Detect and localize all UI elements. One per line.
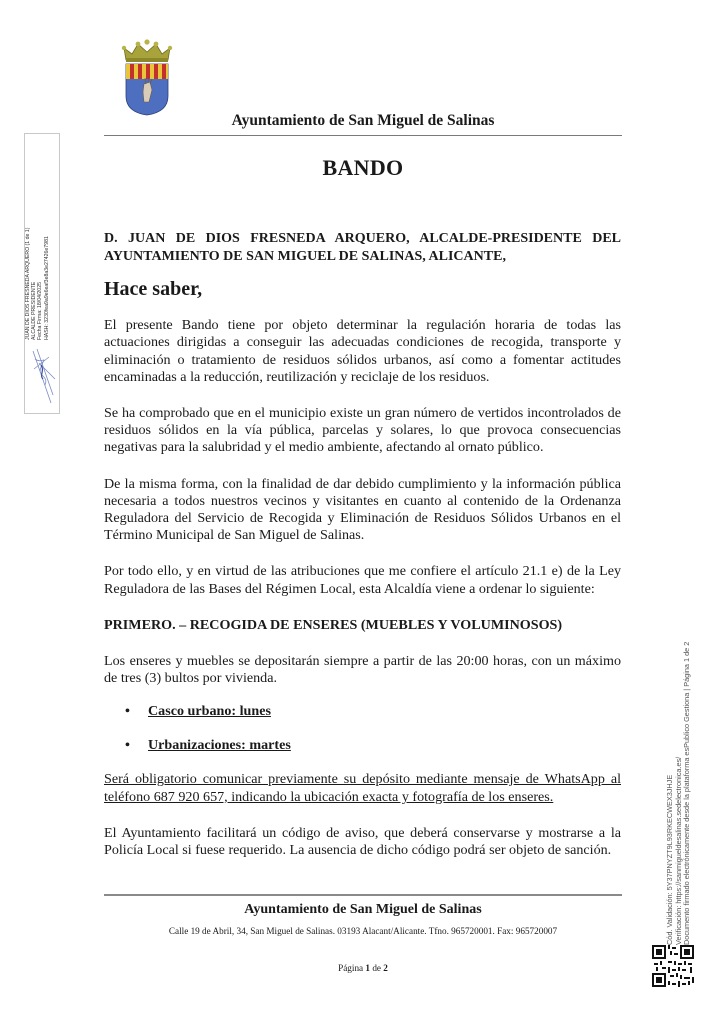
handwritten-signature-icon [29,345,57,407]
schedule-item-urbanizaciones [104,737,621,754]
header-divider [104,135,622,136]
announcement-heading: Hace saber, [104,278,203,300]
signer-role: ALCALDE PRESIDENTE [31,281,38,340]
qr-code-icon[interactable] [652,945,694,987]
section-intro: Los enseres y muebles se depositarán siempre a partir de las 20:00 horas, con un máximo de tres (3) bultos por vivienda. [104,653,621,687]
verification-url[interactable]: Verificación: https://sanmigueldesalinas.sedelectronica.es/ [673,756,683,945]
whatsapp-obligation: Será obligatorio comunicar previamente su depósito mediante mensaje de WhatsApp al teléfono 687 920 657, indicando la ubicación exacta y fotografía de los enseres. [104,771,621,805]
footer-institution: Ayuntamiento de San Miguel de Salinas [244,902,482,917]
bullet-icon: • [125,737,130,754]
signature-hash: HASH: 3230fea9a9e6eaf3e8a3e27426e7981 [43,236,50,340]
page-current: 1 [365,963,371,973]
signature-date: Fecha Firma: 18/04/2025 [37,282,44,340]
bullet-icon: • [125,703,130,720]
header-institution: Ayuntamiento de San Miguel de Salinas [231,112,495,129]
municipal-coat-of-arms-icon [116,38,178,116]
verification-text [666,625,692,945]
footer-divider [104,894,622,896]
paragraph-1: El presente Bando tiene por objeto determinar la regulación horaria de todas las actuaciones dirigidas a conseguir las adecuadas condiciones de recogida, transporte y eliminación o tratamiento de residuos sólidos urbanos, así como a fomentar actitudes encaminadas a la reducción, reutilización y reciclaje de los residuos. [104,317,621,385]
page-total: 2 [383,963,388,973]
paragraph-2: Se ha comprobado que en el municipio existe un gran número de vertidos incontrolados de residuos sólidos en la vía pública, parcelas y solares, lo que provoca consecuencias negativas para la salubridad y el medio ambiente, afectando al ornato público. [104,405,621,456]
schedule-label: Urbanizaciones: martes [148,737,291,754]
signer-name: JUAN DE DIOS FRESNEDA ARQUERO (1 de 1) [25,227,31,340]
validation-code: Cód. Validación: 5Y37PNYZT9L93RKECWEX3JHJE [665,774,674,945]
signature-details [25,210,50,340]
platform-note: Documento firmado electrónicamente desde la plataforma esPublico Gestiona | Página 1 de 2 [682,641,692,945]
paragraph-4: Por todo ello, y en virtud de las atribuciones que me confiere el artículo 21.1 e) de la Ley Reguladora de las Bases del Régimen Local, esta Alcaldía viene a ordenar lo siguiente: [104,563,621,597]
document-body [104,230,621,859]
authority-statement: D. JUAN DE DIOS FRESNEDA ARQUERO, ALCALDE-PRESIDENTE DEL AYUNTAMIENTO DE SAN MIGUEL DE SALINAS, ALICANTE, [104,231,621,264]
page-label: Página [338,963,364,973]
schedule-item-casco-urbano [104,703,621,720]
schedule-label: Casco urbano: lunes [148,703,271,720]
schedule-list [104,703,621,754]
document-title: BANDO [322,155,404,180]
closing-paragraph: El Ayuntamiento facilitará un código de aviso, que deberá conservarse y mostrarse a la Policía Local si fuese requerido. La ausencia de dicho código podrá ser objeto de sanción. [104,824,621,859]
paragraph-3: De la misma forma, con la finalidad de dar debido cumplimiento y la información pública necesaria a todos nuestros vecinos y visitantes en cuanto al contenido de la Ordenanza Reguladora del Servicio de Recogida y Eliminación de Residuos Sólidos Urbanos en el Término Municipal de San Miguel de Salinas. [104,475,621,544]
section-title: PRIMERO. – RECOGIDA DE ENSERES (MUEBLES Y VOLUMINOSOS) [104,616,563,633]
page-of: de [372,963,381,973]
page-number [104,963,622,973]
footer-address: Calle 19 de Abril, 34, San Miguel de Salinas. 03193 Alacant/Alicante. Tfno. 965720001. Fax: 965720007 [168,926,558,936]
